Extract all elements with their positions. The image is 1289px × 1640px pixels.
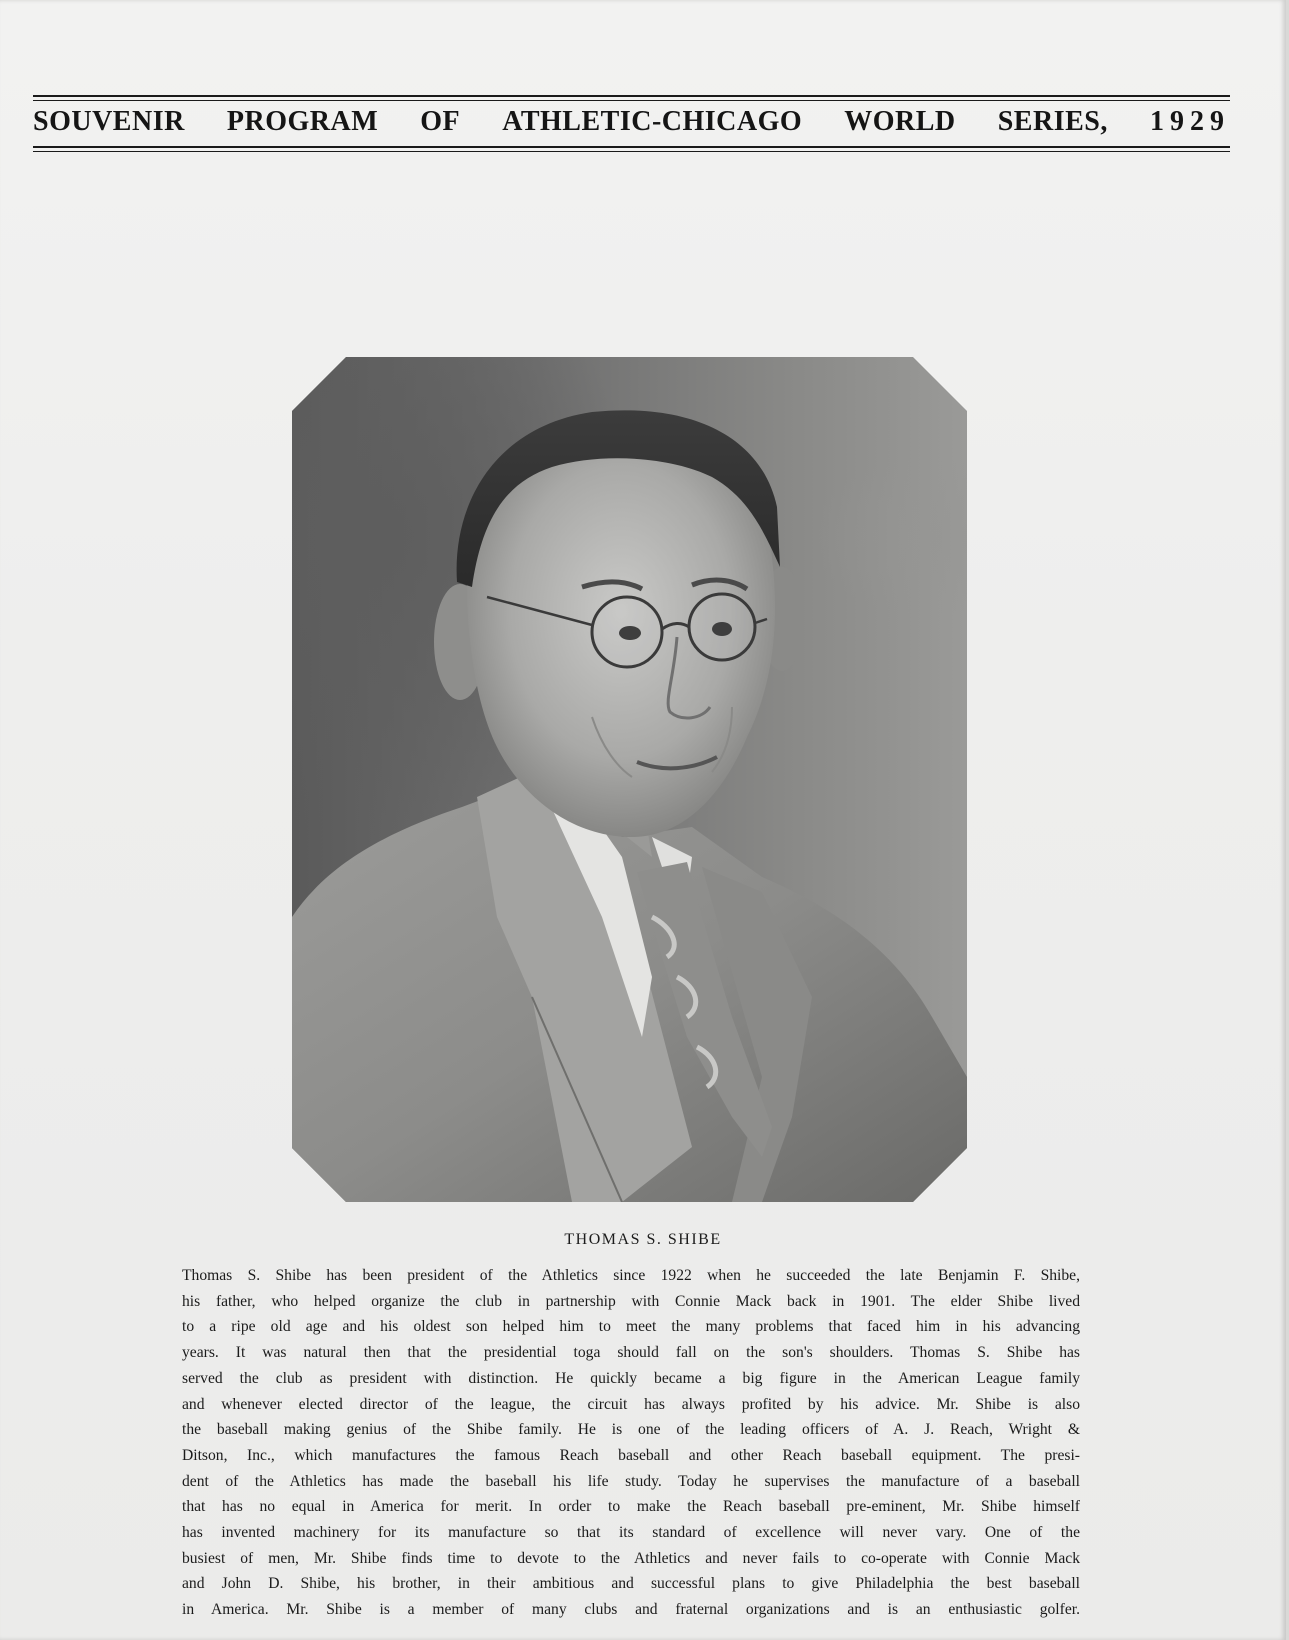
text-line: his father, who helped organize the club in partnership with Connie Mack back in 1901. The elder Shibe lived [182, 1292, 1080, 1310]
header-word: OF [420, 106, 461, 137]
text-line: and John D. Shibe, his brother, in their ambitious and successful plans to give Philadelphia the best baseball [182, 1575, 1080, 1593]
biography-text [182, 1263, 1080, 1623]
text-line: busiest of men, Mr. Shibe finds time to devote to the Athletics and never fails to co-operate with Connie Mack [182, 1549, 1080, 1567]
header-word: ATHLETIC-CHICAGO [502, 106, 803, 137]
header-year: 1929 [1149, 106, 1230, 137]
header-rule-top [33, 95, 1230, 97]
text-line: to a ripe old age and his oldest son helped him to meet the many problems that faced him in his advancing [182, 1318, 1080, 1336]
text-line: years. It was natural then that the presidential toga should fall on the son's shoulders. Thomas S. Shibe has [182, 1344, 1080, 1362]
text-line: in America. Mr. Shibe is a member of many clubs and fraternal organizations and is an enthusiastic golfer. [182, 1601, 1080, 1619]
text-line: the baseball making genius of the Shibe family. He is one of the leading officers of A. J. Reach, Wright & [182, 1421, 1080, 1439]
page-header [33, 95, 1230, 153]
text-line: dent of the Athletics has made the baseball his life study. Today he supervises the manufacture of a baseball [182, 1472, 1080, 1490]
text-line: served the club as president with distinction. He quickly became a big figure in the American League family [182, 1369, 1080, 1387]
text-line: and whenever elected director of the league, the circuit has always profited by his advice. Mr. Shibe is also [182, 1395, 1080, 1413]
header-word: SERIES, [997, 106, 1108, 137]
photo-caption: THOMAS S. SHIBE [564, 1231, 722, 1248]
text-line: Ditson, Inc., which manufactures the famous Reach baseball and other Reach baseball equipment. The presi- [182, 1446, 1080, 1464]
text-line: Thomas S. Shibe has been president of the Athletics since 1922 when he succeeded the late Benjamin F. Shibe, [182, 1267, 1080, 1284]
header-word: SOUVENIR [33, 106, 185, 137]
header-word: PROGRAM [226, 106, 379, 137]
portrait-photo [292, 357, 967, 1202]
header-title [33, 107, 1230, 137]
header-word: WORLD [844, 106, 956, 137]
portrait-illustration [292, 357, 967, 1202]
text-line: has invented machinery for its manufacture so that its standard of excellence will never vary. One of the [182, 1524, 1080, 1542]
text-line: that has no equal in America for merit. In order to make the Reach baseball pre-eminent, Mr. Shibe himself [182, 1498, 1080, 1516]
header-rule-bottom [33, 146, 1230, 148]
header-rule-top-thin [33, 100, 1230, 101]
header-rule-bottom-thin [33, 151, 1230, 152]
